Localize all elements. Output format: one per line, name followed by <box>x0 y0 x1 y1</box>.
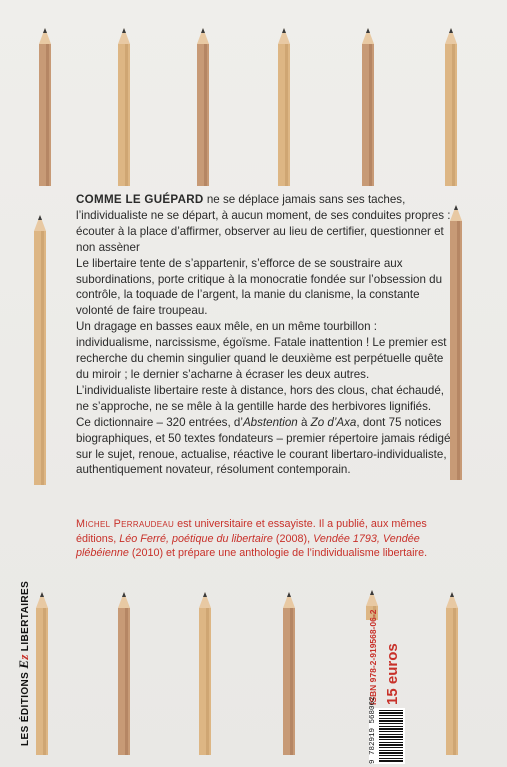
logo-letter-z: z <box>16 654 31 660</box>
publisher-imprint <box>6 492 31 746</box>
barcode-digits: 9 782919 568062 <box>369 696 377 764</box>
publisher-logo <box>16 654 31 669</box>
pencil <box>362 28 374 186</box>
barcode-bars <box>379 710 403 762</box>
dictionary-paragraph <box>76 415 456 479</box>
pencil <box>278 28 290 186</box>
pencil <box>445 28 457 186</box>
author-text-2: (2008), <box>272 532 314 545</box>
paragraph-2: Un dragage en basses eaux mêle, en un même tourbillon : individualisme, narcissisme, égoïsme. Fatale inattention ! Le premier est recherche du chemin singulier quand le deuxième est perpétuelle quête du miroir ; le dernier s’acharne à écraser les deux autres. <box>76 320 447 381</box>
author-note <box>76 517 466 561</box>
publisher-name-left: LES ÉDITIONS <box>20 671 31 746</box>
blurb <box>76 192 456 478</box>
intro-paragraph <box>76 192 456 256</box>
dictionary-text-1: Ce dictionnaire – 320 entrées, d’ <box>76 415 243 429</box>
pencil <box>118 592 130 755</box>
pencil <box>197 28 209 186</box>
price: 15 euros <box>384 643 401 705</box>
last-entry: Zo d’Axa <box>310 415 357 429</box>
author-name: Michel Perraudeau <box>76 518 175 530</box>
pencil <box>283 592 295 755</box>
publisher-name-right: LIBERTAIRES <box>20 580 31 652</box>
intro-text: ne se déplace jamais sans ses taches, l’individualiste ne se départ, à aucun moment, de ses conduites propres : écouter à la place d’affirmer, observer au lieu de certifier, questionner et non assèner <box>76 193 451 254</box>
paragraph-3: L’individualiste libertaire reste à distance, hors des clous, chat échaudé, ne s’approche, ne se mêle à la gentille harde des herbivores lignifiés. <box>76 383 444 413</box>
author-text-1: est universitaire et essayiste. Il a publié, aux mêmes éditions, <box>76 518 427 545</box>
pencil <box>39 28 51 186</box>
book-title-2: Vendée 1793, Vendée plébéienne <box>76 532 420 559</box>
author-text-3: (2010) et prépare une anthologie de l’individualisme libertaire. <box>128 547 428 559</box>
isbn: ISBN 978-2-919568-06-2 <box>368 609 378 705</box>
pencil <box>36 592 48 755</box>
pencil <box>199 592 211 755</box>
barcode <box>369 696 405 764</box>
logo-letter-e: E <box>16 659 31 669</box>
book-title-1: Léo Ferré, poétique du libertaire <box>119 532 273 545</box>
dictionary-text-3: , dont 75 notices biographiques, et 50 textes fondateurs – premier répertoire jamais rédigé sur le sujet, renoue, actualise, réactive le courant libertaro-individualiste, authentiquement novateur, résolument contemporain. <box>76 415 451 477</box>
pencil <box>118 28 130 186</box>
dictionary-text-2: à <box>297 415 311 429</box>
isbn-price-block <box>368 609 408 705</box>
paragraph-1: Le libertaire tente de s’appartenir, s’efforce de se soustraire aux subordinations, porte critique à la monocratie fondée sur l’obsession du contrôle, la toquade de l’argent, la manie du clanisme, la constante volonté de faire troupeau. <box>76 256 443 318</box>
pencil <box>34 215 46 485</box>
first-entry: Abstention <box>242 415 298 429</box>
pencil <box>446 592 458 755</box>
lead-phrase: COMME LE GUÉPARD <box>76 193 204 206</box>
